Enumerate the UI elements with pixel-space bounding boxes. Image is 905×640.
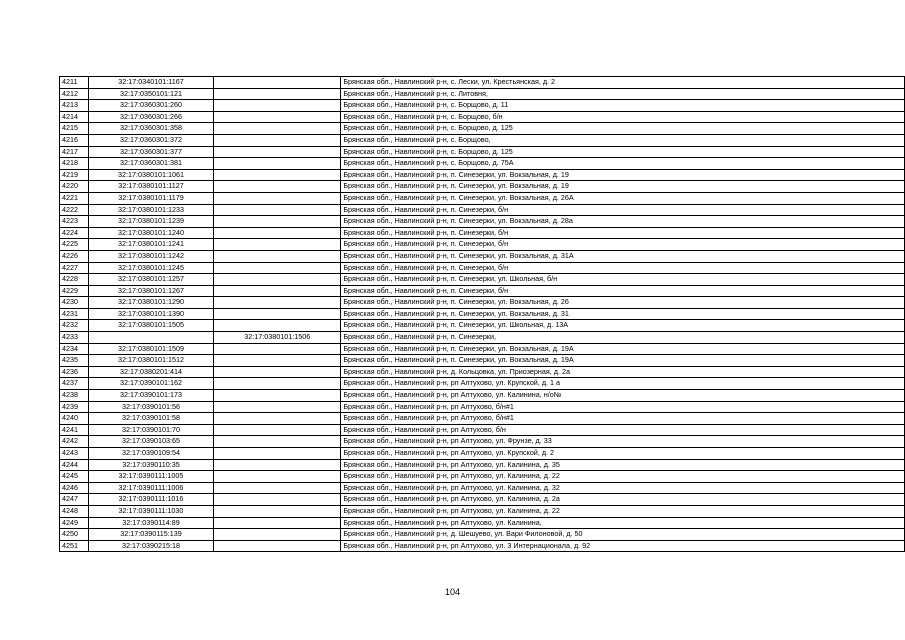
cadastral-number-alt-cell xyxy=(214,436,341,448)
table-row xyxy=(60,169,905,181)
row-number-cell: 4214 xyxy=(60,111,89,123)
row-number-cell: 4249 xyxy=(60,517,89,529)
address-cell: Брянская обл., Навлинский р-н, д. Шешуево, ул. Вари Филоновой, д. 50 xyxy=(341,529,905,541)
cadastral-number-alt-cell xyxy=(214,123,341,135)
cadastral-number-alt-cell xyxy=(214,77,341,89)
address-cell: Брянская обл., Навлинский р-н, с. Борщово, б/н xyxy=(341,111,905,123)
cadastral-number-cell: 32:17:0390115:139 xyxy=(88,529,213,541)
address-cell: Брянская обл., Навлинский р-н, рп Алтухово, ул. 3 Интернационала, д. 92 xyxy=(341,540,905,552)
address-cell: Брянская обл., Навлинский р-н, п. Синезерки, ул. Вокзальная, д. 31А xyxy=(341,250,905,262)
cadastral-number-alt-cell xyxy=(214,134,341,146)
cadastral-number-cell: 32:17:0390111:1005 xyxy=(88,471,213,483)
row-number-cell: 4219 xyxy=(60,169,89,181)
row-number-cell: 4231 xyxy=(60,308,89,320)
table-row xyxy=(60,239,905,251)
table-row xyxy=(60,424,905,436)
cadastral-number-cell: 32:17:0390215:18 xyxy=(88,540,213,552)
address-cell: Брянская обл., Навлинский р-н, п. Синезерки, ул. Вокзальная, д. 19 xyxy=(341,181,905,193)
cadastral-number-cell: 32:17:0380101:1509 xyxy=(88,343,213,355)
cadastral-number-alt-cell xyxy=(214,169,341,181)
cadastral-number-alt-cell xyxy=(214,274,341,286)
address-cell: Брянская обл., Навлинский р-н, рп Алтухово, б/н xyxy=(341,424,905,436)
cadastral-number-alt-cell xyxy=(214,482,341,494)
address-cell: Брянская обл., Навлинский р-н, с. Борщово, д. 125 xyxy=(341,123,905,135)
row-number-cell: 4242 xyxy=(60,436,89,448)
table-row xyxy=(60,517,905,529)
table-row xyxy=(60,332,905,344)
address-cell: Брянская обл., Навлинский р-н, рп Алтухово, ул. Калинина, д. 2а xyxy=(341,494,905,506)
row-number-cell: 4245 xyxy=(60,471,89,483)
row-number-cell: 4244 xyxy=(60,459,89,471)
address-cell: Брянская обл., Навлинский р-н, рп Алтухово, ул. Калинина, н/о№ xyxy=(341,390,905,402)
cadastral-number-cell: 32:17:0360301:381 xyxy=(88,158,213,170)
cadastral-number-alt-cell xyxy=(214,192,341,204)
address-cell: Брянская обл., Навлинский р-н, п. Синезерки, ул. Вокзальная, д. 19А xyxy=(341,343,905,355)
cadastral-number-cell: 32:17:0390103:65 xyxy=(88,436,213,448)
row-number-cell: 4224 xyxy=(60,227,89,239)
row-number-cell: 4221 xyxy=(60,192,89,204)
address-cell: Брянская обл., Навлинский р-н, п. Синезерки, ул. Вокзальная, д. 28а xyxy=(341,216,905,228)
table-row xyxy=(60,494,905,506)
cadastral-number-cell: 32:17:0380101:1127 xyxy=(88,181,213,193)
cadastral-number-alt-cell xyxy=(214,100,341,112)
address-cell: Брянская обл., Навлинский р-н, рп Алтухово, ул. Крупской, д. 2 xyxy=(341,448,905,460)
cadastral-number-alt-cell xyxy=(214,459,341,471)
cadastral-number-alt-cell xyxy=(214,204,341,216)
cadastral-number-alt-cell xyxy=(214,505,341,517)
row-number-cell: 4227 xyxy=(60,262,89,274)
row-number-cell: 4233 xyxy=(60,332,89,344)
table-row xyxy=(60,123,905,135)
cadastral-number-cell: 32:17:0360301:377 xyxy=(88,146,213,158)
table-row xyxy=(60,505,905,517)
cadastral-number-alt-cell xyxy=(214,181,341,193)
address-cell: Брянская обл., Навлинский р-н, с. Лески, ул. Крестьянская, д. 2 xyxy=(341,77,905,89)
cadastral-number-cell: 32:17:0380101:1240 xyxy=(88,227,213,239)
cadastral-number-alt-cell xyxy=(214,540,341,552)
row-number-cell: 4230 xyxy=(60,297,89,309)
row-number-cell: 4226 xyxy=(60,250,89,262)
address-cell: Брянская обл., Навлинский р-н, п. Синезерки, ул. Вокзальная, д. 19 xyxy=(341,169,905,181)
row-number-cell: 4212 xyxy=(60,88,89,100)
row-number-cell: 4217 xyxy=(60,146,89,158)
address-cell: Брянская обл., Навлинский р-н, рп Алтухово, ул. Фрунзе, д. 33 xyxy=(341,436,905,448)
cadastral-number-alt-cell xyxy=(214,308,341,320)
address-cell: Брянская обл., Навлинский р-н, п. Синезерки, б/н xyxy=(341,239,905,251)
table-row xyxy=(60,216,905,228)
cadastral-number-alt-cell xyxy=(214,471,341,483)
address-cell: Брянская обл., Навлинский р-н, с. Борщово, д. 75А xyxy=(341,158,905,170)
cadastral-number-cell: 32:17:0390111:1006 xyxy=(88,482,213,494)
table-row xyxy=(60,88,905,100)
address-cell: Брянская обл., Навлинский р-н, рп Алтухово, ул. Крупской, д. 1 а xyxy=(341,378,905,390)
row-number-cell: 4246 xyxy=(60,482,89,494)
property-register-table xyxy=(59,76,905,552)
cadastral-number-cell: 32:17:0380101:1390 xyxy=(88,308,213,320)
row-number-cell: 4243 xyxy=(60,448,89,460)
row-number-cell: 4215 xyxy=(60,123,89,135)
row-number-cell: 4229 xyxy=(60,285,89,297)
table-row xyxy=(60,471,905,483)
row-number-cell: 4213 xyxy=(60,100,89,112)
row-number-cell: 4240 xyxy=(60,413,89,425)
table-row xyxy=(60,401,905,413)
address-cell: Брянская обл., Навлинский р-н, рп Алтухово, б/н#1 xyxy=(341,413,905,425)
cadastral-number-alt-cell xyxy=(214,88,341,100)
table-row xyxy=(60,355,905,367)
cadastral-number-cell: 32:17:0380101:1061 xyxy=(88,169,213,181)
address-cell: Брянская обл., Навлинский р-н, п. Синезерки, ул. Вокзальная, д. 26 xyxy=(341,297,905,309)
row-number-cell: 4241 xyxy=(60,424,89,436)
cadastral-number-cell xyxy=(88,332,213,344)
cadastral-number-cell: 32:17:0380101:1505 xyxy=(88,320,213,332)
address-cell: Брянская обл., Навлинский р-н, п. Синезерки, ул. Вокзальная, д. 31 xyxy=(341,308,905,320)
address-cell: Брянская обл., Навлинский р-н, рп Алтухово, ул. Калинина, д. 32 xyxy=(341,482,905,494)
address-cell: Брянская обл., Навлинский р-н, рп Алтухово, ул. Калинина, д. 22 xyxy=(341,471,905,483)
address-cell: Брянская обл., Навлинский р-н, п. Синезерки, ул. Школьная, б/н xyxy=(341,274,905,286)
cadastral-number-cell: 32:17:0380101:1242 xyxy=(88,250,213,262)
cadastral-number-cell: 32:17:0390110:35 xyxy=(88,459,213,471)
cadastral-number-cell: 32:17:0390101:162 xyxy=(88,378,213,390)
table-row xyxy=(60,529,905,541)
cadastral-number-cell: 32:17:0390109:54 xyxy=(88,448,213,460)
table-row xyxy=(60,540,905,552)
cadastral-number-cell: 32:17:0360301:266 xyxy=(88,111,213,123)
table-row xyxy=(60,77,905,89)
cadastral-number-cell: 32:17:0390111:1016 xyxy=(88,494,213,506)
cadastral-number-alt-cell xyxy=(214,366,341,378)
table-row xyxy=(60,320,905,332)
cadastral-number-cell: 32:17:0390114:89 xyxy=(88,517,213,529)
cadastral-number-cell: 32:17:0360301:260 xyxy=(88,100,213,112)
address-cell: Брянская обл., Навлинский р-н, п. Синезерки, б/н xyxy=(341,204,905,216)
row-number-cell: 4223 xyxy=(60,216,89,228)
address-cell: Брянская обл., Навлинский р-н, рп Алтухово, б/н#1 xyxy=(341,401,905,413)
cadastral-number-cell: 32:17:0390101:58 xyxy=(88,413,213,425)
cadastral-number-cell: 32:17:0340101:1167 xyxy=(88,77,213,89)
cadastral-number-alt-cell xyxy=(214,401,341,413)
row-number-cell: 4232 xyxy=(60,320,89,332)
row-number-cell: 4216 xyxy=(60,134,89,146)
cadastral-number-cell: 32:17:0380101:1267 xyxy=(88,285,213,297)
table-row xyxy=(60,158,905,170)
cadastral-number-alt-cell xyxy=(214,285,341,297)
table-row xyxy=(60,111,905,123)
cadastral-number-alt-cell xyxy=(214,529,341,541)
cadastral-number-cell: 32:17:0390111:1030 xyxy=(88,505,213,517)
table-row xyxy=(60,482,905,494)
row-number-cell: 4237 xyxy=(60,378,89,390)
cadastral-number-alt-cell xyxy=(214,355,341,367)
table-row xyxy=(60,459,905,471)
cadastral-number-alt-cell xyxy=(214,297,341,309)
row-number-cell: 4251 xyxy=(60,540,89,552)
address-cell: Брянская обл., Навлинский р-н, п. Синезерки, ул. Школьная, д. 13А xyxy=(341,320,905,332)
cadastral-number-cell: 32:17:0360301:358 xyxy=(88,123,213,135)
cadastral-number-alt-cell xyxy=(214,448,341,460)
cadastral-number-alt-cell xyxy=(214,343,341,355)
address-cell: Брянская обл., Навлинский р-н, с. Борщово, д. 125 xyxy=(341,146,905,158)
table-row xyxy=(60,308,905,320)
row-number-cell: 4211 xyxy=(60,77,89,89)
row-number-cell: 4234 xyxy=(60,343,89,355)
address-cell: Брянская обл., Навлинский р-н, п. Синезерки, б/н xyxy=(341,227,905,239)
table-row xyxy=(60,274,905,286)
table-row xyxy=(60,297,905,309)
table-row xyxy=(60,192,905,204)
cadastral-number-alt-cell xyxy=(214,239,341,251)
table-body xyxy=(60,77,905,552)
table-row xyxy=(60,436,905,448)
row-number-cell: 4220 xyxy=(60,181,89,193)
address-cell: Брянская обл., Навлинский р-н, п. Синезерки, ул. Вокзальная, д. 19А xyxy=(341,355,905,367)
table-row xyxy=(60,390,905,402)
cadastral-number-cell: 32:17:0390101:56 xyxy=(88,401,213,413)
cadastral-number-alt-cell xyxy=(214,111,341,123)
cadastral-number-alt-cell xyxy=(214,250,341,262)
table-row xyxy=(60,366,905,378)
cadastral-number-cell: 32:17:0380101:1239 xyxy=(88,216,213,228)
cadastral-number-cell: 32:17:0380101:1512 xyxy=(88,355,213,367)
address-cell: Брянская обл., Навлинский р-н, рп Алтухово, ул. Калинина, д. 22 xyxy=(341,505,905,517)
cadastral-number-cell: 32:17:0380101:1179 xyxy=(88,192,213,204)
row-number-cell: 4236 xyxy=(60,366,89,378)
table-row xyxy=(60,146,905,158)
table-row xyxy=(60,285,905,297)
cadastral-number-alt-cell xyxy=(214,378,341,390)
row-number-cell: 4248 xyxy=(60,505,89,517)
address-cell: Брянская обл., Навлинский р-н, с. Борщово, д. 11 xyxy=(341,100,905,112)
cadastral-number-cell: 32:17:0380101:1245 xyxy=(88,262,213,274)
cadastral-number-alt-cell xyxy=(214,216,341,228)
table-row xyxy=(60,448,905,460)
cadastral-number-cell: 32:17:0380101:1290 xyxy=(88,297,213,309)
row-number-cell: 4222 xyxy=(60,204,89,216)
row-number-cell: 4250 xyxy=(60,529,89,541)
table-row xyxy=(60,134,905,146)
cadastral-number-cell: 32:17:0390101:173 xyxy=(88,390,213,402)
cadastral-number-cell: 32:17:0360301:372 xyxy=(88,134,213,146)
row-number-cell: 4239 xyxy=(60,401,89,413)
cadastral-number-alt-cell xyxy=(214,517,341,529)
page-number: 104 xyxy=(444,587,461,597)
table-row xyxy=(60,181,905,193)
cadastral-number-cell: 32:17:0380201:414 xyxy=(88,366,213,378)
cadastral-number-alt-cell xyxy=(214,227,341,239)
row-number-cell: 4238 xyxy=(60,390,89,402)
cadastral-number-cell: 32:17:0390101:70 xyxy=(88,424,213,436)
table-row xyxy=(60,204,905,216)
row-number-cell: 4228 xyxy=(60,274,89,286)
cadastral-number-alt-cell xyxy=(214,158,341,170)
table-row xyxy=(60,100,905,112)
address-cell: Брянская обл., Навлинский р-н, с. Борщово, xyxy=(341,134,905,146)
table-row xyxy=(60,378,905,390)
table-row xyxy=(60,227,905,239)
cadastral-number-alt-cell xyxy=(214,424,341,436)
cadastral-number-alt-cell xyxy=(214,494,341,506)
address-cell: Брянская обл., Навлинский р-н, рп Алтухово, ул. Калинина, д. 35 xyxy=(341,459,905,471)
address-cell: Брянская обл., Навлинский р-н, п. Синезерки, ул. Вокзальная, д. 26А xyxy=(341,192,905,204)
cadastral-number-cell: 32:17:0350101:121 xyxy=(88,88,213,100)
cadastral-number-alt-cell xyxy=(214,146,341,158)
cadastral-number-cell: 32:17:0380101:1257 xyxy=(88,274,213,286)
row-number-cell: 4225 xyxy=(60,239,89,251)
cadastral-number-alt-cell xyxy=(214,390,341,402)
cadastral-number-alt-cell xyxy=(214,413,341,425)
address-cell: Брянская обл., Навлинский р-н, с. Литовня, xyxy=(341,88,905,100)
cadastral-number-alt-cell: 32:17:0380101:1506 xyxy=(214,332,341,344)
row-number-cell: 4247 xyxy=(60,494,89,506)
address-cell: Брянская обл., Навлинский р-н, п. Синезерки, xyxy=(341,332,905,344)
row-number-cell: 4218 xyxy=(60,158,89,170)
row-number-cell: 4235 xyxy=(60,355,89,367)
address-cell: Брянская обл., Навлинский р-н, рп Алтухово, ул. Калинина, xyxy=(341,517,905,529)
table-row xyxy=(60,343,905,355)
table-row xyxy=(60,413,905,425)
cadastral-number-cell: 32:17:0380101:1241 xyxy=(88,239,213,251)
table-row xyxy=(60,250,905,262)
cadastral-number-alt-cell xyxy=(214,262,341,274)
address-cell: Брянская обл., Навлинский р-н, д. Кольцовка, ул. Приозерная, д. 2а xyxy=(341,366,905,378)
table-row xyxy=(60,262,905,274)
address-cell: Брянская обл., Навлинский р-н, п. Синезерки, б/н xyxy=(341,262,905,274)
address-cell: Брянская обл., Навлинский р-н, п. Синезерки, б/н xyxy=(341,285,905,297)
cadastral-number-alt-cell xyxy=(214,320,341,332)
cadastral-number-cell: 32:17:0380101:1233 xyxy=(88,204,213,216)
